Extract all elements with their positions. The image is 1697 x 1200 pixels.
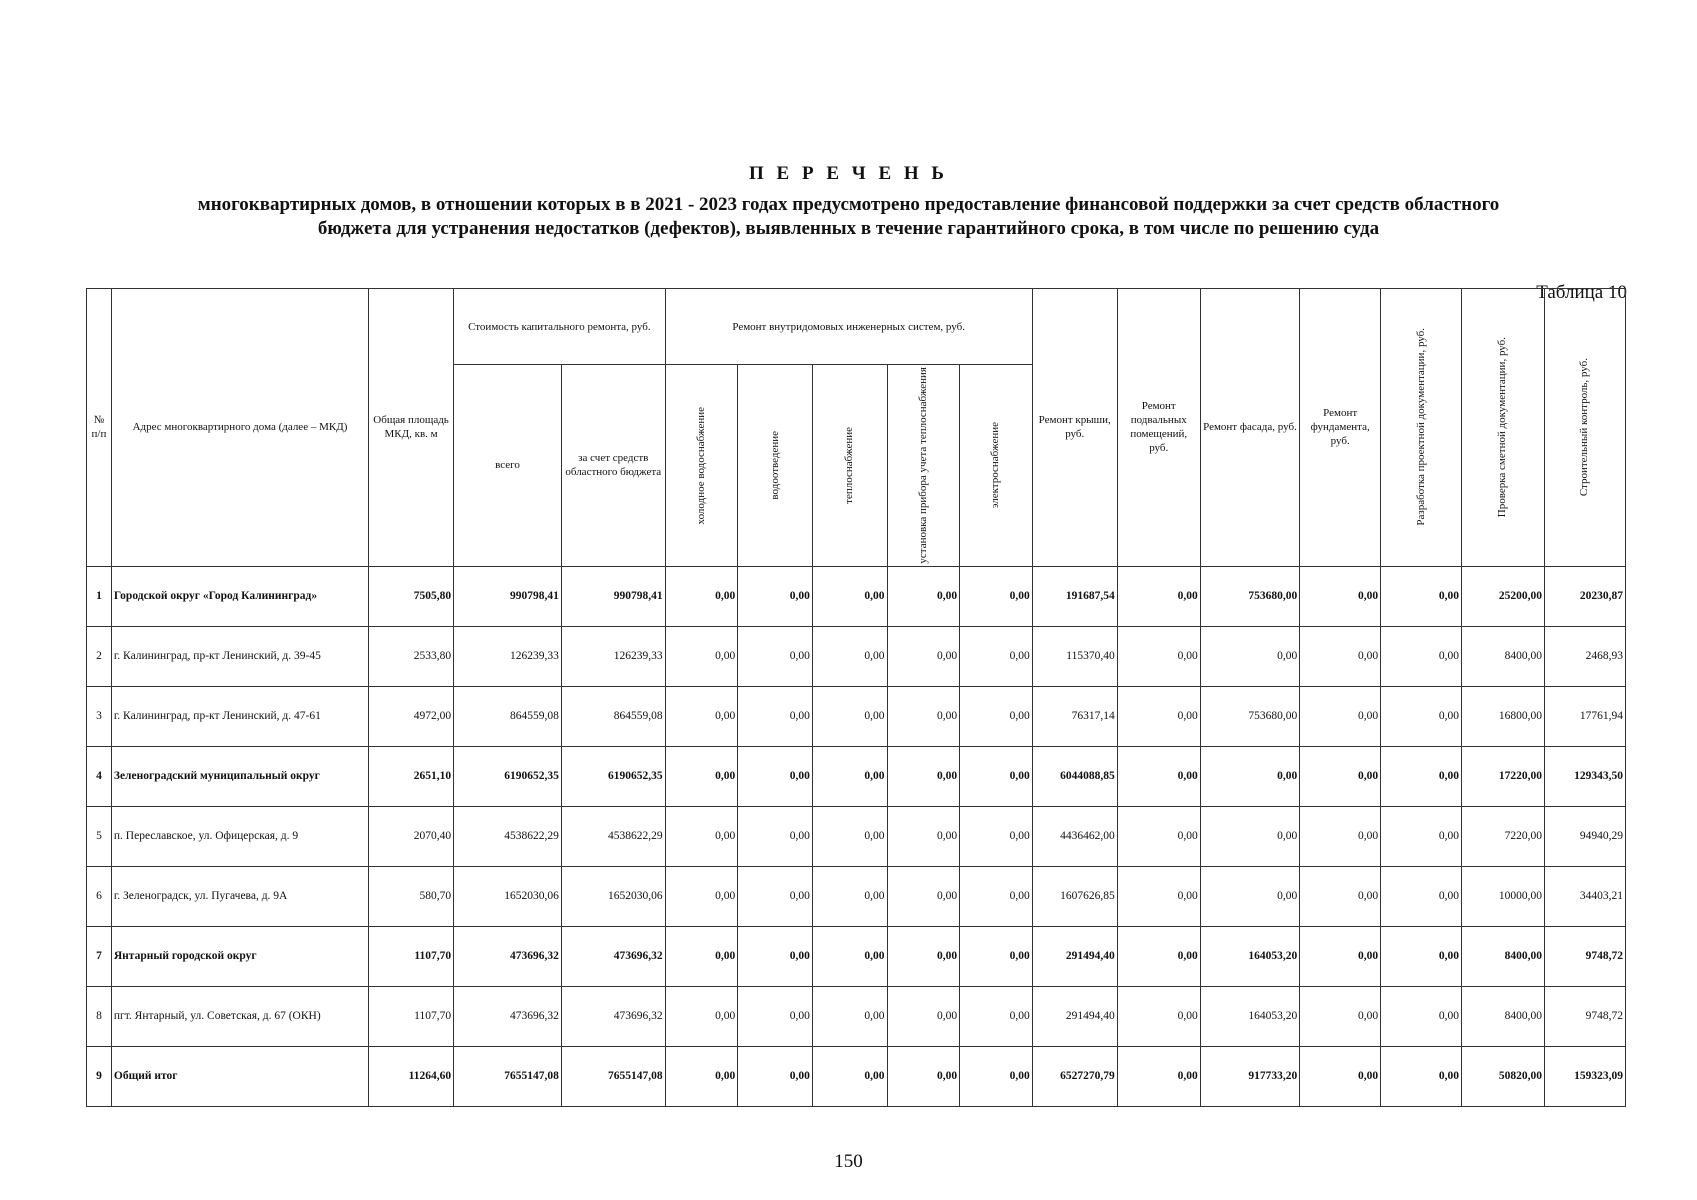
cell-foundation: 0,00 — [1300, 1046, 1381, 1106]
cell-n: 4 — [87, 746, 112, 806]
header-estimate-check-text: Проверка сметной документации, руб. — [1496, 337, 1509, 518]
cell-meter: 0,00 — [887, 866, 960, 926]
cell-regional: 6190652,35 — [561, 746, 665, 806]
cell-n: 2 — [87, 626, 112, 686]
cell-estimate: 8400,00 — [1462, 926, 1545, 986]
cell-meter: 0,00 — [887, 926, 960, 986]
cell-heat: 0,00 — [812, 746, 887, 806]
cell-foundation: 0,00 — [1300, 746, 1381, 806]
header-estimate-check — [1462, 289, 1545, 567]
cell-estimate: 50820,00 — [1462, 1046, 1545, 1106]
table-row — [87, 626, 1626, 686]
table-row — [87, 1046, 1626, 1106]
header-cost-group: Стоимость капитального ремонта, руб. — [454, 289, 666, 365]
cell-heat: 0,00 — [812, 566, 887, 626]
cell-meter: 0,00 — [887, 626, 960, 686]
cell-cold: 0,00 — [665, 806, 738, 866]
cell-control: 129343,50 — [1544, 746, 1625, 806]
cell-elec: 0,00 — [960, 806, 1033, 866]
cell-control: 17761,94 — [1544, 686, 1625, 746]
cell-roof: 291494,40 — [1032, 986, 1117, 1046]
header-num: № п/п — [87, 289, 112, 567]
cell-drain: 0,00 — [738, 806, 813, 866]
cell-elec: 0,00 — [960, 686, 1033, 746]
cell-total: 473696,32 — [454, 986, 562, 1046]
cell-address: г. Калининград, пр-кт Ленинский, д. 47-61 — [111, 686, 368, 746]
document-subtitle — [0, 193, 1697, 241]
cell-facade: 164053,20 — [1200, 926, 1300, 986]
cell-foundation: 0,00 — [1300, 806, 1381, 866]
cell-address: пгт. Янтарный, ул. Советская, д. 67 (ОКН) — [111, 986, 368, 1046]
cell-meter: 0,00 — [887, 986, 960, 1046]
cell-basement: 0,00 — [1117, 986, 1200, 1046]
cell-elec: 0,00 — [960, 1046, 1033, 1106]
cell-address: г. Калининград, пр-кт Ленинский, д. 39-45 — [111, 626, 368, 686]
header-meter — [887, 365, 960, 567]
cell-facade: 753680,00 — [1200, 566, 1300, 626]
cell-area: 2533,80 — [369, 626, 454, 686]
header-foundation: Ремонт фундамента, руб. — [1300, 289, 1381, 567]
page-number: 150 — [834, 1151, 863, 1172]
cell-elec: 0,00 — [960, 866, 1033, 926]
cell-drain: 0,00 — [738, 866, 813, 926]
cell-area: 1107,70 — [369, 986, 454, 1046]
cell-design: 0,00 — [1381, 986, 1462, 1046]
cell-cold: 0,00 — [665, 986, 738, 1046]
cell-basement: 0,00 — [1117, 686, 1200, 746]
cell-area: 4972,00 — [369, 686, 454, 746]
cell-heat: 0,00 — [812, 626, 887, 686]
header-cold-water-text: холодное водоснабжение — [694, 406, 707, 525]
table-row — [87, 926, 1626, 986]
cell-elec: 0,00 — [960, 746, 1033, 806]
cell-roof: 4436462,00 — [1032, 806, 1117, 866]
cell-control: 9748,72 — [1544, 986, 1625, 1046]
cell-meter: 0,00 — [887, 806, 960, 866]
cell-design: 0,00 — [1381, 746, 1462, 806]
header-meter-text: установка прибора учета теплоснабжения — [916, 367, 929, 564]
cell-roof: 6044088,85 — [1032, 746, 1117, 806]
cell-facade: 917733,20 — [1200, 1046, 1300, 1106]
cell-address: Городской округ «Город Калининград» — [111, 566, 368, 626]
cell-control: 2468,93 — [1544, 626, 1625, 686]
cell-foundation: 0,00 — [1300, 926, 1381, 986]
cell-area: 7505,80 — [369, 566, 454, 626]
cell-total: 1652030,06 — [454, 866, 562, 926]
cell-design: 0,00 — [1381, 626, 1462, 686]
cell-design: 0,00 — [1381, 866, 1462, 926]
cell-design: 0,00 — [1381, 686, 1462, 746]
cell-design: 0,00 — [1381, 926, 1462, 986]
cell-heat: 0,00 — [812, 1046, 887, 1106]
cell-cold: 0,00 — [665, 566, 738, 626]
cell-cold: 0,00 — [665, 926, 738, 986]
cell-regional: 4538622,29 — [561, 806, 665, 866]
cell-meter: 0,00 — [887, 746, 960, 806]
table-row — [87, 866, 1626, 926]
cell-area: 1107,70 — [369, 926, 454, 986]
header-drainage-text: водоотведение — [768, 431, 781, 500]
cell-drain: 0,00 — [738, 986, 813, 1046]
cell-elec: 0,00 — [960, 626, 1033, 686]
cell-heat: 0,00 — [812, 926, 887, 986]
cell-n: 9 — [87, 1046, 112, 1106]
cell-foundation: 0,00 — [1300, 866, 1381, 926]
cell-elec: 0,00 — [960, 926, 1033, 986]
header-cost-total: всего — [454, 365, 562, 567]
cell-roof: 6527270,79 — [1032, 1046, 1117, 1106]
cell-n: 5 — [87, 806, 112, 866]
header-cold-water — [665, 365, 738, 567]
cell-address: г. Зеленоградск, ул. Пугачева, д. 9А — [111, 866, 368, 926]
cell-heat: 0,00 — [812, 866, 887, 926]
cell-total: 864559,08 — [454, 686, 562, 746]
cell-estimate: 10000,00 — [1462, 866, 1545, 926]
cell-address: Янтарный городской округ — [111, 926, 368, 986]
table-body — [87, 566, 1626, 1106]
cell-estimate: 25200,00 — [1462, 566, 1545, 626]
cell-basement: 0,00 — [1117, 806, 1200, 866]
cell-facade: 0,00 — [1200, 806, 1300, 866]
cell-cold: 0,00 — [665, 626, 738, 686]
table-row — [87, 986, 1626, 1046]
header-basement: Ремонт подвальных помещений, руб. — [1117, 289, 1200, 567]
data-table — [86, 288, 1626, 1107]
header-electric-text: электроснабжение — [989, 422, 1002, 509]
cell-control: 34403,21 — [1544, 866, 1625, 926]
cell-drain: 0,00 — [738, 746, 813, 806]
cell-foundation: 0,00 — [1300, 686, 1381, 746]
header-electric — [960, 365, 1033, 567]
cell-facade: 0,00 — [1200, 746, 1300, 806]
header-construction-control — [1544, 289, 1625, 567]
cell-area: 580,70 — [369, 866, 454, 926]
header-systems-group: Ремонт внутридомовых инженерных систем, руб. — [665, 289, 1032, 365]
cell-basement: 0,00 — [1117, 1046, 1200, 1106]
cell-n: 7 — [87, 926, 112, 986]
cell-drain: 0,00 — [738, 566, 813, 626]
cell-total: 126239,33 — [454, 626, 562, 686]
cell-n: 1 — [87, 566, 112, 626]
cell-roof: 1607626,85 — [1032, 866, 1117, 926]
header-cost-regional: за счет средств областного бюджета — [561, 365, 665, 567]
cell-n: 6 — [87, 866, 112, 926]
cell-heat: 0,00 — [812, 806, 887, 866]
cell-elec: 0,00 — [960, 986, 1033, 1046]
table-row — [87, 746, 1626, 806]
cell-foundation: 0,00 — [1300, 986, 1381, 1046]
header-area: Общая площадь МКД, кв. м — [369, 289, 454, 567]
cell-meter: 0,00 — [887, 566, 960, 626]
cell-regional: 990798,41 — [561, 566, 665, 626]
cell-regional: 126239,33 — [561, 626, 665, 686]
cell-n: 3 — [87, 686, 112, 746]
cell-regional: 864559,08 — [561, 686, 665, 746]
cell-cold: 0,00 — [665, 1046, 738, 1106]
cell-drain: 0,00 — [738, 626, 813, 686]
cell-address: Общий итог — [111, 1046, 368, 1106]
cell-cold: 0,00 — [665, 866, 738, 926]
document-title: П Е Р Е Ч Е Н Ь — [749, 163, 948, 184]
cell-basement: 0,00 — [1117, 926, 1200, 986]
cell-total: 473696,32 — [454, 926, 562, 986]
cell-basement: 0,00 — [1117, 746, 1200, 806]
cell-design: 0,00 — [1381, 1046, 1462, 1106]
cell-regional: 7655147,08 — [561, 1046, 665, 1106]
subtitle-line-2: бюджета для устранения недостатков (дефектов), выявленных в течение гарантийного срока, в том числе по решению суда — [317, 218, 1380, 239]
cell-control: 20230,87 — [1544, 566, 1625, 626]
cell-control: 9748,72 — [1544, 926, 1625, 986]
cell-drain: 0,00 — [738, 686, 813, 746]
cell-design: 0,00 — [1381, 806, 1462, 866]
cell-roof: 191687,54 — [1032, 566, 1117, 626]
cell-total: 990798,41 — [454, 566, 562, 626]
subtitle-line-1: многоквартирных домов, в отношении которых в в 2021 - 2023 годах предусмотрено предоставление финансовой поддержки за счет средств областного — [197, 194, 1500, 215]
cell-area: 11264,60 — [369, 1046, 454, 1106]
header-facade: Ремонт фасада, руб. — [1200, 289, 1300, 567]
header-design-docs-text: Разработка проектной документации, руб. — [1414, 328, 1427, 527]
cell-n: 8 — [87, 986, 112, 1046]
cell-cold: 0,00 — [665, 746, 738, 806]
cell-address: Зеленоградский муниципальный округ — [111, 746, 368, 806]
cell-estimate: 7220,00 — [1462, 806, 1545, 866]
cell-facade: 0,00 — [1200, 866, 1300, 926]
cell-facade: 164053,20 — [1200, 986, 1300, 1046]
header-design-docs — [1381, 289, 1462, 567]
cell-basement: 0,00 — [1117, 866, 1200, 926]
cell-regional: 473696,32 — [561, 986, 665, 1046]
cell-meter: 0,00 — [887, 1046, 960, 1106]
table-row — [87, 686, 1626, 746]
cell-roof: 115370,40 — [1032, 626, 1117, 686]
cell-cold: 0,00 — [665, 686, 738, 746]
cell-heat: 0,00 — [812, 986, 887, 1046]
table-row — [87, 806, 1626, 866]
cell-control: 159323,09 — [1544, 1046, 1625, 1106]
cell-drain: 0,00 — [738, 926, 813, 986]
cell-roof: 76317,14 — [1032, 686, 1117, 746]
cell-drain: 0,00 — [738, 1046, 813, 1106]
header-construction-control-text: Строительный контроль, руб. — [1578, 358, 1591, 497]
cell-basement: 0,00 — [1117, 566, 1200, 626]
cell-facade: 0,00 — [1200, 626, 1300, 686]
cell-address: п. Переславское, ул. Офицерская, д. 9 — [111, 806, 368, 866]
cell-estimate: 8400,00 — [1462, 626, 1545, 686]
cell-total: 6190652,35 — [454, 746, 562, 806]
cell-foundation: 0,00 — [1300, 566, 1381, 626]
cell-meter: 0,00 — [887, 686, 960, 746]
cell-area: 2651,10 — [369, 746, 454, 806]
header-roof: Ремонт крыши, руб. — [1032, 289, 1117, 567]
cell-facade: 753680,00 — [1200, 686, 1300, 746]
cell-design: 0,00 — [1381, 566, 1462, 626]
cell-roof: 291494,40 — [1032, 926, 1117, 986]
cell-regional: 473696,32 — [561, 926, 665, 986]
header-heating-text: теплоснабжение — [843, 426, 856, 504]
cell-estimate: 17220,00 — [1462, 746, 1545, 806]
cell-estimate: 8400,00 — [1462, 986, 1545, 1046]
cell-regional: 1652030,06 — [561, 866, 665, 926]
table-row — [87, 566, 1626, 626]
cell-control: 94940,29 — [1544, 806, 1625, 866]
cell-area: 2070,40 — [369, 806, 454, 866]
header-drainage — [738, 365, 813, 567]
header-address: Адрес многоквартирного дома (далее – МКД) — [111, 289, 368, 567]
cell-elec: 0,00 — [960, 566, 1033, 626]
cell-basement: 0,00 — [1117, 626, 1200, 686]
table-label: Таблица 10 — [1536, 282, 1627, 303]
header-heating — [812, 365, 887, 567]
cell-total: 4538622,29 — [454, 806, 562, 866]
cell-estimate: 16800,00 — [1462, 686, 1545, 746]
cell-foundation: 0,00 — [1300, 626, 1381, 686]
cell-total: 7655147,08 — [454, 1046, 562, 1106]
cell-heat: 0,00 — [812, 686, 887, 746]
